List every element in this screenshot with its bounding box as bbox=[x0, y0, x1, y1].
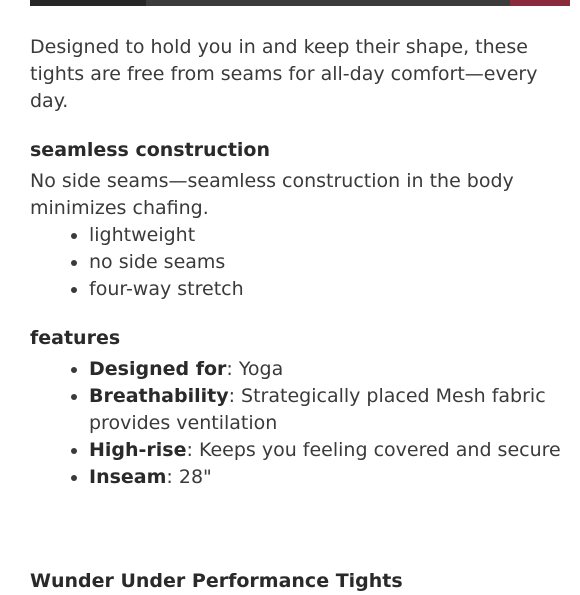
bullet-item: • four-way stretch bbox=[89, 276, 580, 303]
feature-item-high-rise bbox=[89, 437, 580, 464]
strip-segment-mid bbox=[146, 0, 510, 6]
feature-value: : Keeps you feeling covered and secure bbox=[186, 439, 561, 461]
features-list bbox=[30, 356, 580, 491]
top-image-strip bbox=[30, 0, 570, 6]
feature-item-designed-for bbox=[89, 356, 580, 383]
seamless-bullet-list bbox=[30, 222, 580, 303]
feature-value: : Strategically placed Mesh fabric provides ventilation bbox=[89, 385, 546, 434]
bullet-item: • lightweight bbox=[89, 222, 580, 249]
seamless-heading: seamless construction bbox=[30, 139, 271, 161]
strip-segment-accent bbox=[510, 0, 570, 6]
next-section-heading: Wunder Under Performance Tights bbox=[30, 570, 403, 592]
bullet-item: • no side seams bbox=[89, 249, 580, 276]
feature-label: High-rise bbox=[89, 439, 187, 461]
feature-label: Designed for bbox=[89, 358, 227, 380]
features-heading: features bbox=[30, 327, 121, 349]
seamless-description: No side seams—seamless construction in the body minimizes chafing. bbox=[30, 170, 514, 219]
strip-segment-dark bbox=[30, 0, 146, 6]
feature-value: : Yoga bbox=[226, 358, 284, 380]
feature-item-inseam bbox=[89, 464, 580, 491]
intro-text: Designed to hold you in and keep their shape, these tights are free from seams for all-day comfort—every day. bbox=[30, 36, 538, 112]
product-description bbox=[30, 34, 580, 491]
feature-item-breathability bbox=[89, 383, 580, 437]
feature-label: Breathability bbox=[89, 385, 229, 407]
feature-label: Inseam bbox=[89, 466, 167, 488]
feature-value: : 28" bbox=[166, 466, 212, 488]
